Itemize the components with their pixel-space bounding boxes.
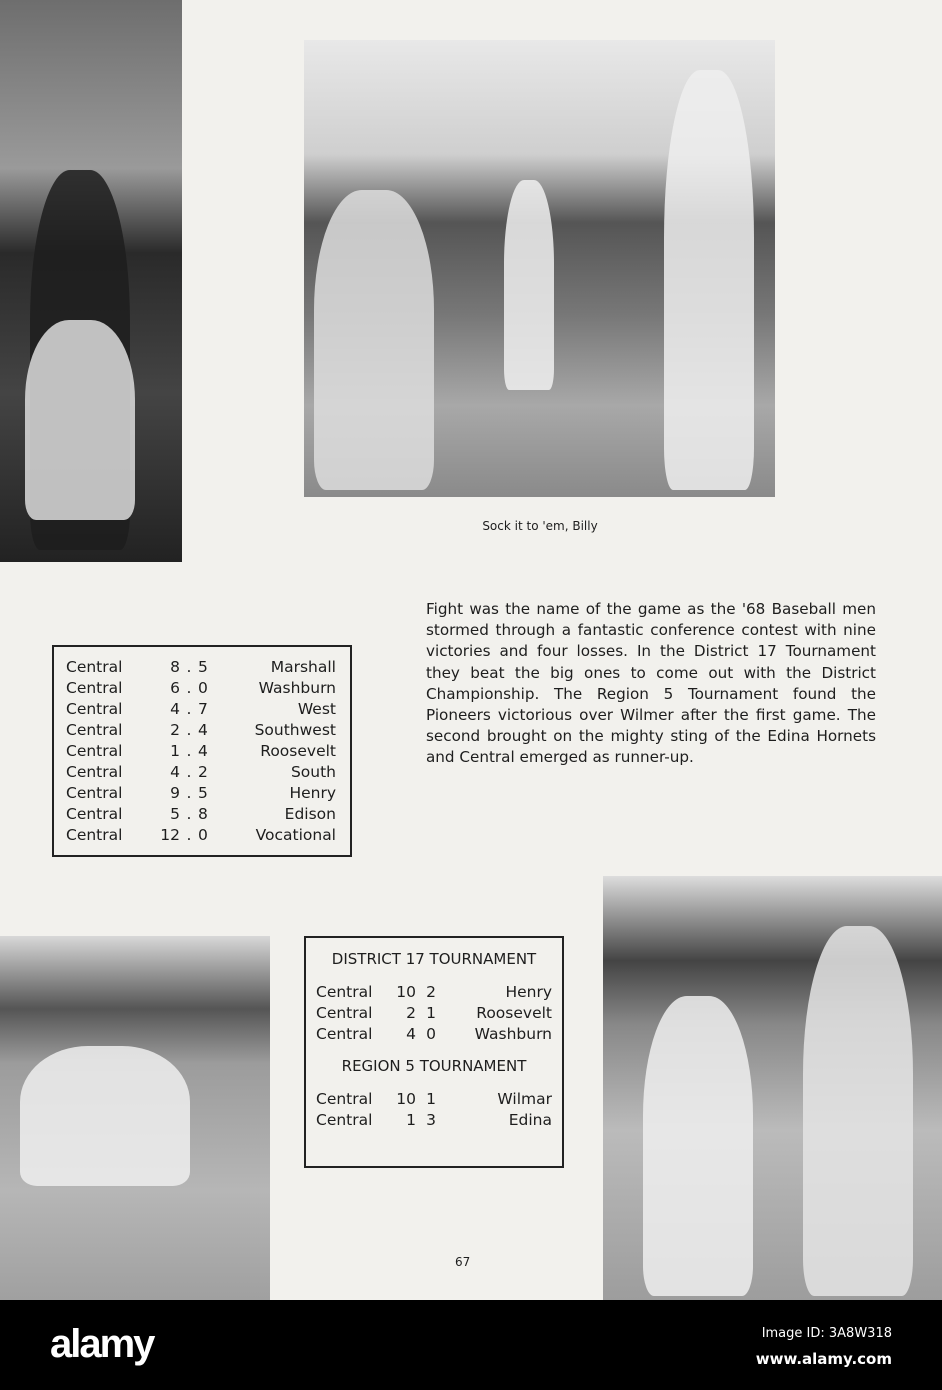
opponent-name: West [297, 700, 336, 718]
first-base-photo [0, 936, 270, 1300]
score-row [316, 1110, 552, 1131]
central-score: 12 [160, 826, 180, 844]
opponent-score: 5 [198, 658, 208, 676]
separator: . [186, 658, 192, 676]
opponent-name: Marshall [270, 658, 336, 676]
conference-scores-table [52, 645, 352, 857]
opponent-score: 5 [198, 784, 208, 802]
opponent-score: 1 [426, 1004, 436, 1022]
score-row [316, 982, 552, 1003]
opponent-score: 3 [426, 1111, 436, 1129]
region-title: REGION 5 TOURNAMENT [341, 1057, 527, 1075]
team-name: Central [316, 1090, 373, 1108]
separator: . [186, 721, 192, 739]
central-score: 6 [170, 679, 180, 697]
alamy-logo: alamy [50, 1322, 154, 1366]
opponent-score: 7 [198, 700, 208, 718]
home-plate-photo [603, 876, 942, 1300]
central-score: 10 [396, 1090, 416, 1108]
opponent-score: 4 [198, 742, 208, 760]
central-score: 8 [170, 658, 180, 676]
opponent-score: 4 [198, 721, 208, 739]
watermark-url: www.alamy.com [755, 1350, 892, 1368]
score-row [66, 699, 336, 720]
score-row [316, 1089, 552, 1110]
team-name: Central [316, 1004, 373, 1022]
score-row [66, 804, 336, 825]
central-score: 4 [406, 1025, 416, 1043]
central-score: 4 [170, 700, 180, 718]
opponent-name: Wilmar [497, 1090, 552, 1108]
separator: . [186, 679, 192, 697]
score-row [316, 1003, 552, 1024]
opponent-name: South [290, 763, 336, 781]
team-name: Central [66, 700, 123, 718]
team-name: Central [316, 983, 373, 1001]
watermark-footer [0, 1300, 942, 1390]
separator: . [186, 784, 192, 802]
central-score: 2 [170, 721, 180, 739]
opponent-score: 2 [426, 983, 436, 1001]
opponent-score: 0 [198, 679, 208, 697]
central-score: 4 [170, 763, 180, 781]
team-photo-left [0, 0, 182, 562]
separator: . [186, 742, 192, 760]
photo-caption: Sock it to 'em, Billy [482, 519, 598, 533]
team-name: Central [316, 1111, 373, 1129]
opponent-name: Washburn [258, 679, 336, 697]
page-number: 67 [455, 1255, 471, 1269]
opponent-score: 0 [198, 826, 208, 844]
team-name: Central [316, 1025, 373, 1043]
tournament-scores-table [304, 936, 564, 1168]
central-score: 10 [396, 983, 416, 1001]
opponent-name: Edina [508, 1111, 552, 1129]
team-name: Central [66, 742, 123, 760]
team-name: Central [66, 679, 123, 697]
opponent-name: Henry [289, 784, 336, 802]
separator: . [186, 700, 192, 718]
opponent-score: 8 [198, 805, 208, 823]
separator: . [186, 826, 192, 844]
separator: . [186, 805, 192, 823]
district-title: DISTRICT 17 TOURNAMENT [331, 950, 537, 968]
opponent-name: Roosevelt [260, 742, 336, 760]
central-score: 2 [406, 1004, 416, 1022]
score-row [66, 678, 336, 699]
batter-photo [304, 40, 775, 497]
team-name: Central [66, 721, 123, 739]
central-score: 5 [170, 805, 180, 823]
score-row [66, 720, 336, 741]
score-row [66, 657, 336, 678]
score-row [316, 1024, 552, 1045]
central-score: 1 [406, 1111, 416, 1129]
opponent-name: Southwest [254, 721, 336, 739]
opponent-score: 1 [426, 1090, 436, 1108]
central-score: 1 [170, 742, 180, 760]
opponent-score: 0 [426, 1025, 436, 1043]
opponent-name: Roosevelt [476, 1004, 552, 1022]
opponent-name: Edison [284, 805, 336, 823]
team-name: Central [66, 658, 123, 676]
opponent-name: Washburn [474, 1025, 552, 1043]
team-name: Central [66, 826, 123, 844]
score-row [66, 741, 336, 762]
image-id: Image ID: 3A8W318 [761, 1326, 892, 1341]
opponent-name: Henry [505, 983, 552, 1001]
score-row [66, 783, 336, 804]
score-row [66, 825, 336, 846]
separator: . [186, 763, 192, 781]
central-score: 9 [170, 784, 180, 802]
team-name: Central [66, 763, 123, 781]
score-row [66, 762, 336, 783]
opponent-score: 2 [198, 763, 208, 781]
team-name: Central [66, 805, 123, 823]
opponent-name: Vocational [255, 826, 336, 844]
season-summary: Fight was the name of the game as the '68 Baseball men stormed through a fantastic conference contest with nine victories and four losses. In the District 17 Tournament they beat the big ones to come out with the District Championship. The Region 5 Tournament found the Pioneers victorious over Wilmer after the first game. The second brought on the mighty sting of the Edina Hornets and Central emerged as runner-up. [426, 600, 876, 767]
team-name: Central [66, 784, 123, 802]
